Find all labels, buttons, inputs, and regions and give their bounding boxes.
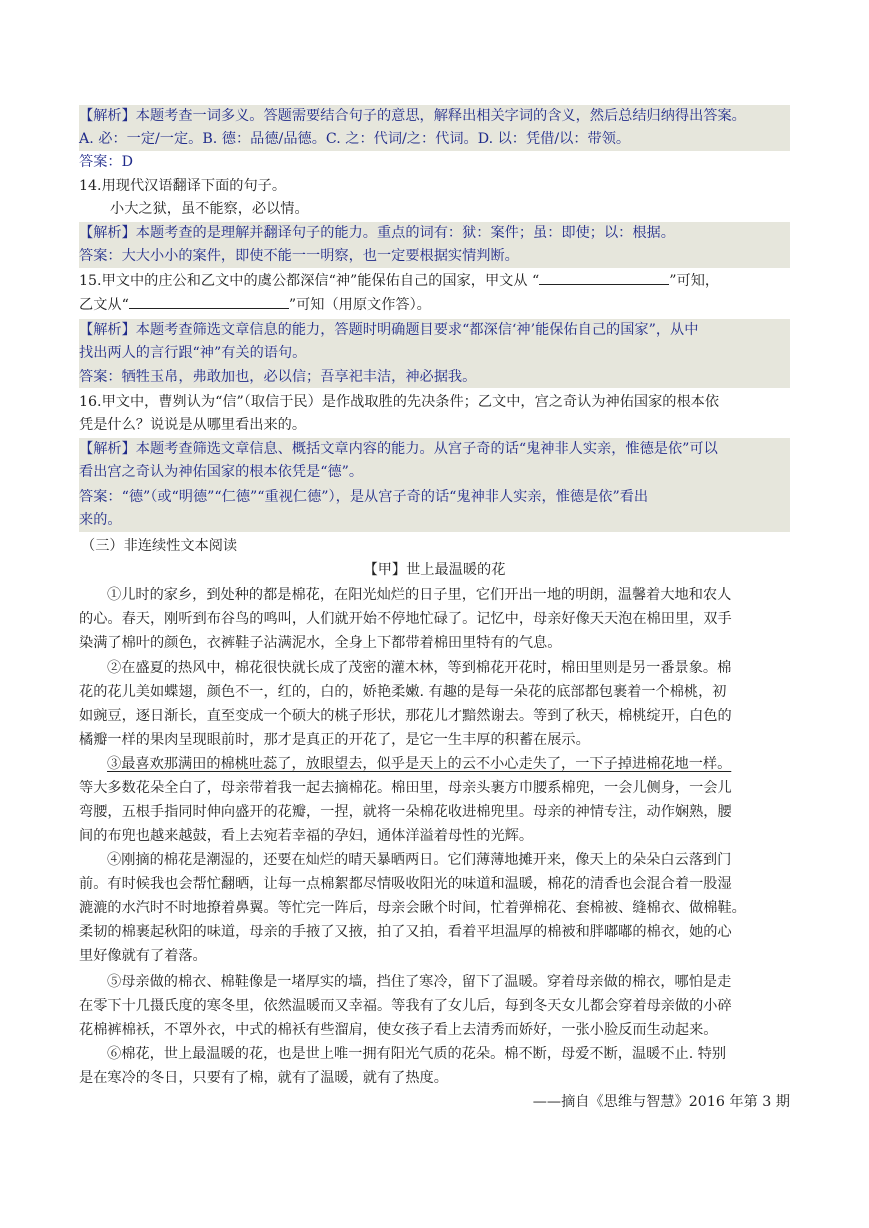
q15-text-a: 15.甲文中的庄公和乙文中的虞公都深信“神”能保佑自己的国家，甲文从 “ <box>79 273 540 289</box>
p4-line-2: 前。有时候我也会帮忙翻晒，让每一点棉絮都尽情吸收阳光的味道和温暖，棉花的清香也会混合着一股湿 <box>79 876 732 892</box>
q15-answer: 答案：牺牲玉帛，弗敢加也，必以信；吾享祀丰洁，神必据我。 <box>79 369 477 385</box>
p5-line-3: 花棉裤棉袄，不罩外衣，中式的棉袄有些溜肩，使女孩子看上去清秀而娇好，一张小脸反而生动起来。 <box>79 1022 718 1038</box>
q16-question-line-2: 凭是什么？说说是从哪里看出来的。 <box>79 417 307 433</box>
article-source: ——摘自《思维与智慧》2016 年第 3 期 <box>532 1094 790 1110</box>
q14-sentence: 小大之狱，虽不能察，必以情。 <box>110 201 309 217</box>
q16-analysis-line-2: 看出宫之奇认为神佑国家的根本依凭是“德”。 <box>79 464 364 480</box>
q14-answer: 答案：大大小小的案件，即使不能一一明察，也一定要根据实情判断。 <box>79 248 519 264</box>
p3-line-3: 弯腰，五根手指同时伸向盛开的花瓣，一捏，就将一朵棉花收进棉兜里。母亲的神情专注，动作娴熟，腰 <box>79 804 732 820</box>
p2-line-2: 花的花儿美如蝶翅，颜色不一，红的，白的，娇艳柔嫩. 有趣的是每一朵花的底部都包裹着一个棉桃，初 <box>79 684 727 700</box>
q13-answer: 答案：D <box>79 154 133 170</box>
p2-line-1: ②在盛夏的热风中，棉花很快就长成了茂密的灌木林，等到棉花开花时，棉田里则是另一番景象。棉 <box>107 660 732 676</box>
q13-analysis-line-2: A. 必：一定/一定。B. 德：品德/品德。C. 之：代词/之：代词。D. 以：凭借/以：带领。 <box>79 131 631 147</box>
q15-text-b: ”可知， <box>669 273 720 289</box>
q15-analysis-line-1: 【解析】本题考查筛选文章信息的能力，答题时明确题目要求“都深信‘神’能保佑自己的国家”，从中 <box>79 322 699 338</box>
q15-analysis-line-2: 找出两人的言行跟“神”有关的语句。 <box>79 345 307 361</box>
p2-line-4: 橘瓣一样的果肉呈现眼前时，那才是真正的开花了，是它一生丰厚的积蓄在展示。 <box>79 732 590 748</box>
q16-analysis-line-1: 【解析】本题考查筛选文章信息、概括文章内容的能力。从宫子奇的话“鬼神非人实亲，惟德是依”可以 <box>79 441 718 457</box>
p3-line-2: 等大多数花朵全白了，母亲带着我一起去摘棉花。棉田里，母亲头裹方巾腰系棉兜，一会儿侧身，一会儿 <box>79 780 732 796</box>
p3-line-1-underlined: ③最喜欢那满田的棉桃吐蕊了，放眼望去，似乎是天上的云不小心走失了，一下子掉进棉花地一样。 <box>107 756 732 772</box>
section-heading: （三）非连续性文本阅读 <box>81 538 238 554</box>
p2-line-3: 如豌豆，逐日渐长，直至变成一个硕大的桃子形状，那花儿才黯然谢去。等到了秋天，棉桃绽开，白色的 <box>79 708 732 724</box>
p5-line-2: 在零下十几摄氏度的寒冬里，依然温暖而又幸福。等我有了女儿后，每到冬天女儿都会穿着母亲做的小碎 <box>79 998 732 1014</box>
p4-line-5: 里好像就有了着落。 <box>79 948 207 964</box>
q14-question: 14.用现代汉语翻译下面的句子。 <box>79 178 287 194</box>
p6-line-1: ⑥棉花，世上最温暖的花，也是世上唯一拥有阳光气质的花朵。棉不断，母爱不断，温暖不止. 特别 <box>107 1046 727 1062</box>
q15-text-d: ”可知（用原文作答）。 <box>288 297 431 313</box>
q16-answer-line-2: 来的。 <box>79 512 122 528</box>
p1-line-2: 的心。春天，刚听到布谷鸟的鸣叫，人们就开始不停地忙碌了。记忆中，母亲好像天天泡在棉田里，双手 <box>79 611 732 627</box>
q16-question-line-1: 16.甲文中，曹刿认为“信”（取信于民）是作战取胜的先决条件；乙文中，宫之奇认为神佑国家的根本依 <box>79 394 720 410</box>
article-title: 【甲】世上最温暖的花 <box>363 562 506 578</box>
p4-line-1: ④刚摘的棉花是潮湿的，还要在灿烂的晴天暴晒两日。它们薄薄地摊开来，像天上的朵朵白云落到门 <box>107 852 732 868</box>
q13-analysis-line-1: 【解析】本题考查一词多义。答题需要结合句子的意思，解释出相关字词的含义，然后总结归纳得出答案。 <box>79 108 746 124</box>
p3-line-4: 间的布兜也越来越鼓，看上去宛若幸福的孕妇，通体洋溢着母性的光辉。 <box>79 828 534 844</box>
q15-question-line-2 <box>79 294 431 316</box>
answer-blank-2[interactable] <box>129 294 289 309</box>
p1-line-3: 染满了棉叶的颜色，衣裤鞋子沾满泥水，全身上下都带着棉田里特有的气息。 <box>79 635 562 651</box>
q14-analysis: 【解析】本题考查的是理解并翻译句子的能力。重点的词有：狱：案件；虽：即使；以：根据。 <box>79 225 675 241</box>
q15-text-c: 乙文从“ <box>79 297 129 313</box>
q16-answer-line-1: 答案：“德”（或“明德”“仁德”“重视仁德”），是从宫子奇的话“鬼神非人实亲，惟德是依”看出 <box>79 489 649 505</box>
answer-blank-1[interactable] <box>539 270 669 285</box>
p1-line-1: ①儿时的家乡，到处种的都是棉花，在阳光灿烂的日子里，它们开出一地的明朗，温馨着大地和农人 <box>107 587 732 603</box>
p5-line-1: ⑤母亲做的棉衣、棉鞋像是一堵厚实的墙，挡住了寒冷，留下了温暖。穿着母亲做的棉衣，哪怕是走 <box>107 974 732 990</box>
p4-line-3: 漉漉的水汽时不时地撩着鼻翼。等忙完一阵后，母亲会瞅个时间，忙着弹棉花、套棉被、缝棉衣、做棉鞋。 <box>79 900 746 916</box>
p6-line-2: 是在寒冷的冬日，只要有了棉，就有了温暖，就有了热度。 <box>79 1070 448 1086</box>
q15-question-line-1 <box>79 270 719 292</box>
p4-line-4: 柔韧的棉裹起秋阳的味道，母亲的手掖了又掖，拍了又拍，看着平坦温厚的棉被和胖嘟嘟的棉衣，她的心 <box>79 924 732 940</box>
